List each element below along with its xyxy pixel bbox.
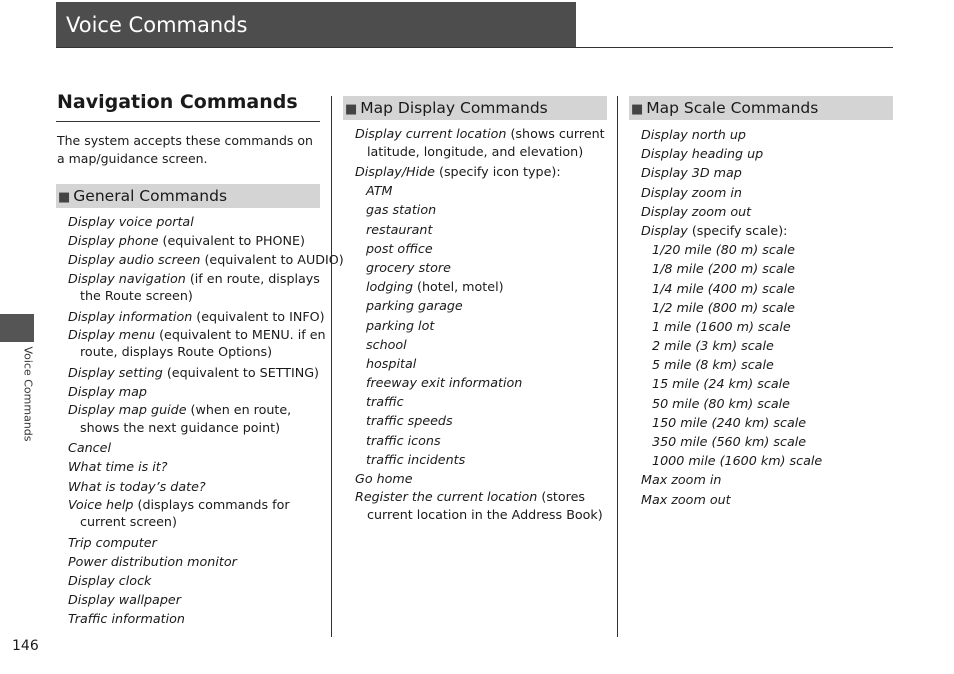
command-item [641, 125, 822, 144]
command-item [355, 162, 605, 181]
command-item [355, 296, 605, 315]
command-phrase: 2 mile (3 km) scale [652, 338, 774, 354]
command-item [355, 316, 605, 335]
command-phrase: restaurant [366, 221, 433, 237]
command-phrase: Display north up [641, 127, 746, 142]
command-item [68, 571, 344, 590]
general-commands-title: General Commands [73, 187, 228, 205]
general-commands-header [56, 184, 320, 208]
command-item [641, 221, 822, 240]
command-phrase: Traffic information [68, 611, 185, 627]
command-item [68, 270, 344, 307]
page-title: Voice Commands [66, 13, 248, 37]
command-item [641, 394, 822, 413]
command-item [355, 392, 605, 411]
command-phrase: Display information [68, 308, 193, 324]
command-item [641, 298, 822, 317]
command-phrase: parking garage [366, 298, 463, 314]
map-display-commands-title: Map Display Commands [360, 99, 548, 117]
command-item [68, 457, 344, 476]
map-scale-commands-title: Map Scale Commands [646, 99, 819, 117]
command-phrase: Display clock [68, 573, 152, 589]
command-note-continued: latitude, longitude, and elevation) [367, 143, 584, 159]
sidebar-section-label: Voice Commands [21, 346, 35, 442]
command-phrase: Display setting [68, 364, 163, 380]
command-phrase: 15 mile (24 km) scale [652, 376, 790, 392]
square-bullet-icon: ■ [58, 190, 71, 205]
command-phrase: Display 3D map [641, 165, 742, 181]
command-note: (stores [537, 489, 586, 505]
command-phrase: Voice help [68, 496, 134, 512]
command-phrase: Display navigation [68, 270, 186, 286]
command-note-continued: shows the next guidance point) [80, 419, 281, 435]
command-phrase: traffic icons [366, 432, 441, 448]
command-item [641, 355, 822, 374]
command-item [641, 259, 822, 278]
command-item [68, 496, 344, 533]
column-divider-2 [617, 96, 618, 637]
command-note: (if en route, displays [185, 270, 320, 286]
command-phrase: gas station [366, 202, 437, 218]
command-phrase: What is today’s date? [68, 478, 206, 494]
command-phrase: Register the current location [355, 489, 538, 505]
command-item [641, 470, 822, 489]
title-divider [56, 47, 893, 48]
command-item [355, 220, 605, 239]
square-bullet-icon: ■ [631, 102, 644, 117]
command-note: (hotel, motel) [413, 279, 504, 295]
command-phrase: Display zoom in [641, 184, 742, 200]
page-number: 146 [12, 638, 39, 654]
heading-divider [56, 121, 320, 122]
command-phrase: Display heading up [641, 146, 764, 162]
command-item [641, 202, 822, 221]
intro-text: The system accepts these commands on a map/guidance screen. [57, 133, 313, 166]
command-phrase: Max zoom out [641, 491, 731, 507]
command-phrase: freeway exit information [366, 375, 523, 391]
command-note: (displays commands for [133, 496, 290, 512]
command-item [641, 490, 822, 509]
command-item [355, 335, 605, 354]
command-note: (shows current [506, 126, 605, 141]
command-item [641, 240, 822, 259]
command-item [68, 477, 344, 496]
command-item [68, 533, 344, 552]
command-item [355, 277, 605, 296]
command-item [68, 307, 344, 326]
command-note: (specify scale): [687, 222, 788, 238]
command-note-continued: current location in the Address Book) [367, 506, 603, 522]
command-item [68, 609, 344, 628]
command-item [68, 401, 344, 438]
command-item [641, 183, 822, 202]
command-note: (when en route, [186, 402, 292, 418]
command-item [355, 411, 605, 430]
command-phrase: Display phone [68, 233, 159, 249]
command-phrase: Display wallpaper [68, 592, 181, 608]
command-item [68, 212, 344, 231]
command-item [355, 200, 605, 219]
general-commands-list [68, 212, 344, 629]
command-note: (specify icon type): [434, 164, 561, 179]
command-note: (equivalent to PHONE) [158, 233, 305, 249]
command-phrase: Display zoom out [641, 203, 752, 219]
square-bullet-icon: ■ [345, 102, 358, 117]
command-note: (equivalent to MENU. if en [155, 326, 326, 342]
command-note: (equivalent to AUDIO) [200, 252, 344, 268]
command-phrase: Display [641, 222, 688, 238]
command-item [641, 451, 822, 470]
section-tab-marker [0, 314, 34, 342]
command-item [355, 239, 605, 258]
command-item [355, 125, 605, 162]
command-item [68, 552, 344, 571]
command-phrase: 1/2 mile (800 m) scale [652, 299, 795, 315]
command-phrase: Max zoom in [641, 472, 722, 488]
command-item [68, 326, 344, 363]
command-item [355, 181, 605, 200]
command-item [355, 373, 605, 392]
command-item [68, 382, 344, 401]
map-scale-commands-list [641, 125, 822, 509]
command-phrase: grocery store [366, 259, 451, 275]
command-phrase: lodging [366, 279, 414, 295]
command-phrase: Display map [68, 383, 147, 399]
command-phrase: Display menu [68, 326, 156, 342]
command-item [68, 590, 344, 609]
command-item [68, 438, 344, 457]
command-phrase: What time is it? [68, 459, 168, 475]
command-item [355, 488, 605, 525]
command-phrase: Display voice portal [68, 214, 194, 229]
command-item [355, 258, 605, 277]
command-phrase: post office [366, 240, 433, 256]
command-item [641, 279, 822, 298]
command-phrase: 150 mile (240 km) scale [652, 414, 807, 430]
command-phrase: Go home [355, 471, 413, 486]
command-note: (equivalent to INFO) [192, 308, 325, 324]
command-note-continued: route, displays Route Options) [80, 344, 273, 360]
map-display-commands-header [343, 96, 607, 120]
command-item [355, 431, 605, 450]
command-phrase: traffic speeds [366, 413, 453, 429]
command-item [641, 144, 822, 163]
command-phrase: Trip computer [68, 534, 157, 550]
command-phrase: 1000 mile (1600 km) scale [652, 453, 823, 469]
command-phrase: Display audio screen [68, 252, 201, 268]
command-note: (equivalent to SETTING) [162, 364, 319, 380]
section-heading: Navigation Commands [57, 91, 298, 113]
map-display-commands-list [355, 125, 605, 525]
command-phrase: 50 mile (80 km) scale [652, 395, 790, 411]
command-note-continued: current screen) [80, 514, 177, 530]
command-phrase: Display current location [355, 126, 507, 141]
map-scale-commands-header [629, 96, 893, 120]
page-title-bar [56, 2, 576, 48]
command-phrase: traffic [366, 394, 404, 410]
command-note-continued: the Route screen) [80, 288, 193, 304]
command-phrase: hospital [366, 355, 417, 371]
command-item [641, 163, 822, 182]
command-item [355, 450, 605, 469]
command-phrase: 1/4 mile (400 m) scale [652, 280, 795, 296]
command-phrase: traffic incidents [366, 451, 466, 467]
command-phrase: Display map guide [68, 402, 187, 418]
command-phrase: ATM [366, 183, 393, 199]
command-item [641, 374, 822, 393]
command-item [641, 317, 822, 336]
command-phrase: school [366, 336, 407, 352]
command-item [355, 354, 605, 373]
command-item [641, 432, 822, 451]
command-phrase: 1/8 mile (200 m) scale [652, 261, 795, 277]
command-item [641, 336, 822, 355]
command-phrase: parking lot [366, 317, 435, 333]
command-item [355, 469, 605, 488]
command-phrase: Power distribution monitor [68, 553, 237, 569]
command-phrase: 350 mile (560 km) scale [652, 434, 807, 449]
command-phrase: 1/20 mile (80 m) scale [652, 242, 795, 258]
command-item [68, 231, 344, 250]
command-item [68, 363, 344, 382]
command-phrase: Cancel [68, 440, 111, 456]
command-item [641, 413, 822, 432]
command-phrase: 1 mile (1600 m) scale [652, 318, 791, 334]
command-item [68, 250, 344, 269]
command-phrase: Display/Hide [355, 164, 435, 179]
command-phrase: 5 mile (8 km) scale [652, 357, 774, 373]
